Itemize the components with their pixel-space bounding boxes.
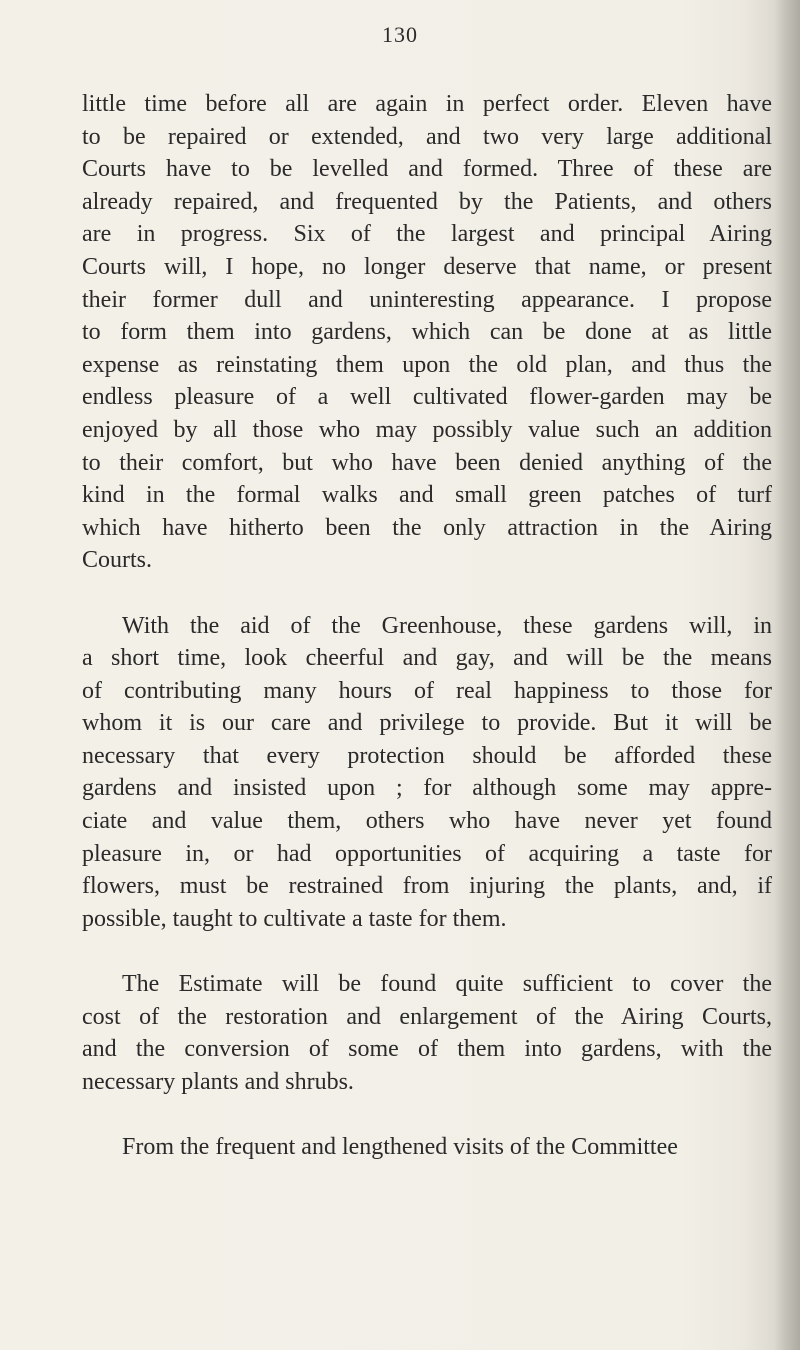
text-line: cost of the restoration and enlargement of the Airing Courts,: [82, 1003, 772, 1030]
text-line: enjoyed by all those who may possibly value such an addition: [82, 416, 772, 443]
text-line: possible, taught to cultivate a taste for them.: [82, 905, 507, 932]
text-line: which have hitherto been the only attraction in the Airing: [82, 514, 772, 541]
text-line: From the frequent and lengthened visits of the Committee: [122, 1134, 678, 1160]
text-line: endless pleasure of a well cultivated flower-garden may be: [82, 384, 772, 411]
text-line: to be repaired or extended, and two very large additional: [82, 123, 772, 150]
body-text: [82, 88, 772, 1164]
text-line: little time before all are again in perfect order. Eleven have: [82, 91, 772, 117]
text-line: to form them into gardens, which can be done at as little: [82, 319, 772, 346]
text-line: expense as reinstating them upon the old plan, and thus the: [82, 351, 772, 378]
paragraph-gap: [82, 577, 772, 610]
text-line: ciate and value them, others who have never yet found: [82, 808, 772, 835]
text-line: necessary plants and shrubs.: [82, 1068, 354, 1095]
text-line: whom it is our care and privilege to provide. But it will be: [82, 710, 772, 737]
text-line: already repaired, and frequented by the Patients, and others: [82, 188, 772, 215]
text-line: With the aid of the Greenhouse, these gardens will, in: [122, 612, 772, 639]
text-line: of contributing many hours of real happiness to those for: [82, 677, 772, 704]
text-line: pleasure in, or had opportunities of acquiring a taste for: [82, 840, 772, 867]
page-number: 130: [382, 22, 418, 47]
text-line: necessary that every protection should be afforded these: [82, 742, 772, 769]
text-line: Courts.: [82, 547, 153, 574]
paragraph-4: [82, 1131, 772, 1164]
text-line: Courts have to be levelled and formed. Three of these are: [82, 156, 772, 183]
text-line: Courts will, I hope, no longer deserve that name, or present: [82, 253, 772, 280]
text-line: gardens and insisted upon ; for although some may appre-: [82, 775, 772, 802]
text-line: and the conversion of some of them into gardens, with the: [82, 1036, 772, 1063]
text-line: flowers, must be restrained from injuring the plants, and, if: [82, 873, 772, 900]
paragraph-gap: [82, 1098, 772, 1131]
text-line: The Estimate will be found quite sufficient to cover the: [122, 971, 772, 998]
paragraph-2: [82, 610, 772, 936]
paragraph-gap: [82, 935, 772, 968]
text-line: their former dull and uninteresting appearance. I propose: [82, 286, 772, 313]
paragraph-1: [82, 88, 772, 577]
text-line: kind in the formal walks and small green patches of turf: [82, 482, 772, 509]
text-line: are in progress. Six of the largest and principal Airing: [82, 221, 772, 248]
text-line: a short time, look cheerful and gay, and will be the means: [82, 645, 772, 672]
paragraph-3: [82, 968, 772, 1098]
text-line: to their comfort, but who have been denied anything of the: [82, 449, 772, 476]
page-edge-shadow: [774, 0, 800, 1350]
